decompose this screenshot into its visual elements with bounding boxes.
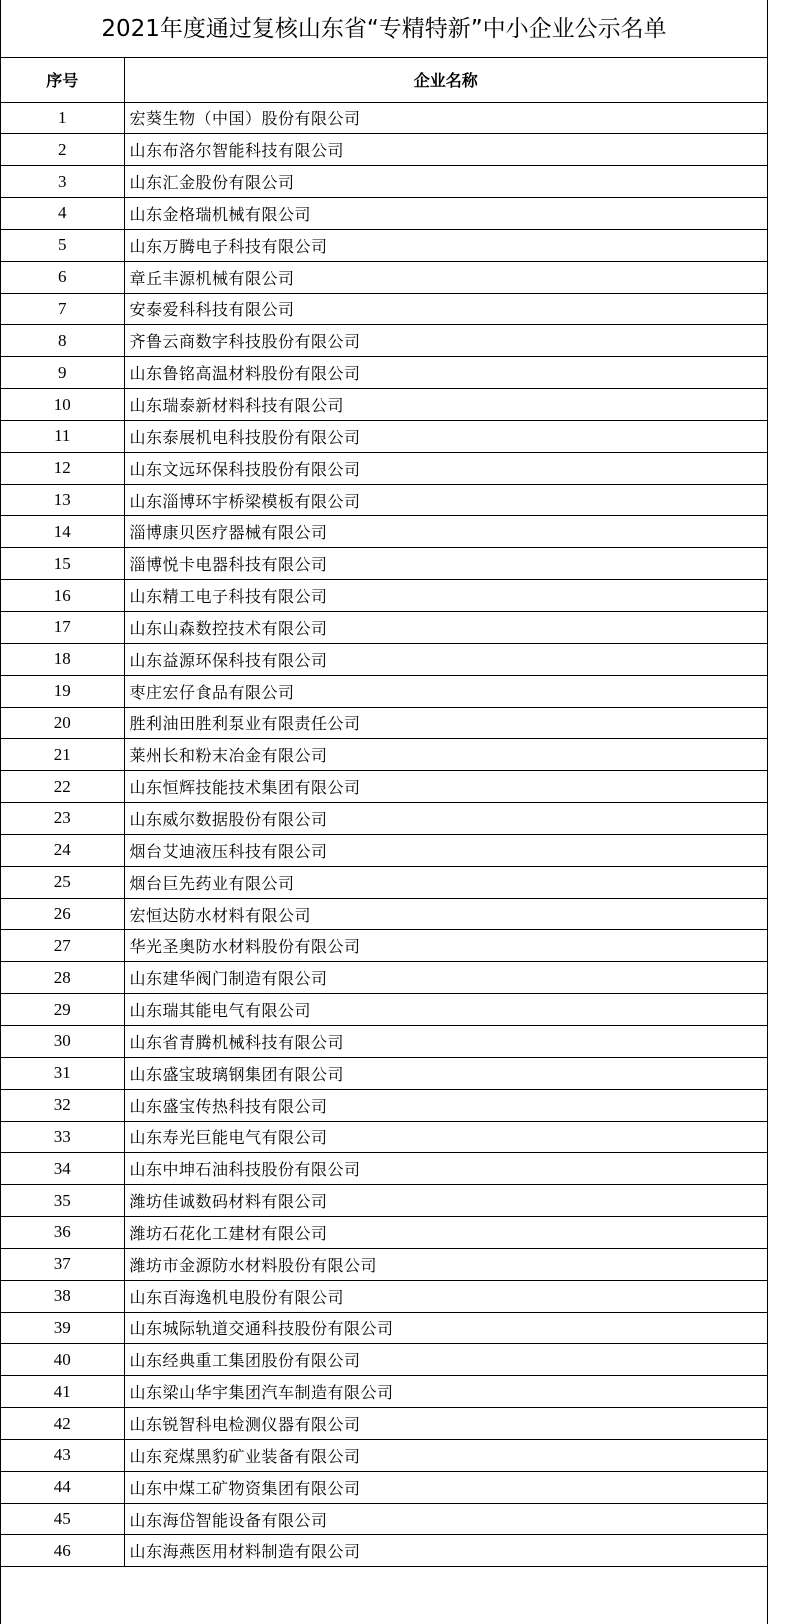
row-index: 28	[1, 962, 124, 994]
company-name: 山东山森数控技术有限公司	[124, 612, 767, 644]
table-row	[1, 1121, 767, 1153]
company-name: 潍坊石花化工建材有限公司	[124, 1217, 767, 1249]
company-name: 山东威尔数据股份有限公司	[124, 803, 767, 835]
company-name: 安泰爱科科技有限公司	[124, 293, 767, 325]
row-index: 44	[1, 1471, 124, 1503]
company-name: 潍坊市金源防水材料股份有限公司	[124, 1248, 767, 1280]
table-row	[1, 357, 767, 389]
row-index: 38	[1, 1280, 124, 1312]
row-index: 42	[1, 1408, 124, 1440]
row-index: 7	[1, 293, 124, 325]
column-header-index: 序号	[1, 58, 124, 102]
company-name: 山东中坤石油科技股份有限公司	[124, 1153, 767, 1185]
table-row	[1, 834, 767, 866]
row-index: 6	[1, 261, 124, 293]
company-name: 山东泰展机电科技股份有限公司	[124, 420, 767, 452]
company-name: 山东鲁铭高温材料股份有限公司	[124, 357, 767, 389]
table-row	[1, 962, 767, 994]
table-row	[1, 739, 767, 771]
row-index: 12	[1, 452, 124, 484]
company-name: 山东瑞泰新材料科技有限公司	[124, 389, 767, 421]
company-name: 山东城际轨道交通科技股份有限公司	[124, 1312, 767, 1344]
row-index: 36	[1, 1217, 124, 1249]
row-index: 30	[1, 1025, 124, 1057]
table-row	[1, 166, 767, 198]
row-index: 24	[1, 834, 124, 866]
table-row	[1, 675, 767, 707]
row-index: 11	[1, 420, 124, 452]
column-header-name: 企业名称	[124, 58, 767, 102]
company-name: 山东万腾电子科技有限公司	[124, 229, 767, 261]
company-name: 山东梁山华宇集团汽车制造有限公司	[124, 1376, 767, 1408]
table-row	[1, 930, 767, 962]
company-name: 山东文远环保科技股份有限公司	[124, 452, 767, 484]
row-index: 45	[1, 1503, 124, 1535]
row-index: 17	[1, 612, 124, 644]
table-row	[1, 1312, 767, 1344]
table-row	[1, 1344, 767, 1376]
company-name: 宏葵生物（中国）股份有限公司	[124, 102, 767, 134]
table-row	[1, 1280, 767, 1312]
table-row	[1, 707, 767, 739]
table-row	[1, 261, 767, 293]
company-name: 潍坊佳诚数码材料有限公司	[124, 1185, 767, 1217]
company-name: 烟台艾迪液压科技有限公司	[124, 834, 767, 866]
row-index: 2	[1, 134, 124, 166]
company-name: 山东海岱智能设备有限公司	[124, 1503, 767, 1535]
table-row	[1, 548, 767, 580]
row-index: 5	[1, 229, 124, 261]
company-name: 齐鲁云商数字科技股份有限公司	[124, 325, 767, 357]
company-name: 山东恒辉技能技术集团有限公司	[124, 771, 767, 803]
company-name: 山东汇金股份有限公司	[124, 166, 767, 198]
table-row	[1, 516, 767, 548]
table-row	[1, 580, 767, 612]
table-row	[1, 293, 767, 325]
table-row	[1, 420, 767, 452]
row-index: 40	[1, 1344, 124, 1376]
table-row	[1, 102, 767, 134]
row-index: 15	[1, 548, 124, 580]
table-header-row	[1, 58, 767, 102]
row-index: 33	[1, 1121, 124, 1153]
company-name: 山东盛宝传热科技有限公司	[124, 1089, 767, 1121]
row-index: 22	[1, 771, 124, 803]
company-name: 山东布洛尔智能科技有限公司	[124, 134, 767, 166]
row-index: 10	[1, 389, 124, 421]
row-index: 1	[1, 102, 124, 134]
table-row	[1, 325, 767, 357]
table-row	[1, 1376, 767, 1408]
row-index: 35	[1, 1185, 124, 1217]
company-name: 宏恒达防水材料有限公司	[124, 898, 767, 930]
company-name: 山东益源环保科技有限公司	[124, 643, 767, 675]
row-index: 32	[1, 1089, 124, 1121]
row-index: 19	[1, 675, 124, 707]
row-index: 26	[1, 898, 124, 930]
table-row	[1, 198, 767, 230]
row-index: 37	[1, 1248, 124, 1280]
table-row	[1, 803, 767, 835]
table-row	[1, 771, 767, 803]
table-row	[1, 1185, 767, 1217]
company-name: 莱州长和粉末冶金有限公司	[124, 739, 767, 771]
table-row	[1, 229, 767, 261]
company-table	[1, 58, 767, 1567]
row-index: 16	[1, 580, 124, 612]
company-name: 山东省青腾机械科技有限公司	[124, 1025, 767, 1057]
table-row	[1, 1471, 767, 1503]
table-row	[1, 452, 767, 484]
row-index: 34	[1, 1153, 124, 1185]
company-name: 山东金格瑞机械有限公司	[124, 198, 767, 230]
table-row	[1, 1217, 767, 1249]
row-index: 29	[1, 994, 124, 1026]
row-index: 13	[1, 484, 124, 516]
table-row	[1, 1153, 767, 1185]
table-row	[1, 1248, 767, 1280]
company-name: 山东锐智科电检测仪器有限公司	[124, 1408, 767, 1440]
company-name: 山东中煤工矿物资集团有限公司	[124, 1471, 767, 1503]
table-row	[1, 866, 767, 898]
company-name: 山东兖煤黑豹矿业装备有限公司	[124, 1439, 767, 1471]
row-index: 27	[1, 930, 124, 962]
row-index: 8	[1, 325, 124, 357]
company-name: 山东瑞其能电气有限公司	[124, 994, 767, 1026]
company-name: 山东海燕医用材料制造有限公司	[124, 1535, 767, 1567]
row-index: 14	[1, 516, 124, 548]
table-row	[1, 1089, 767, 1121]
row-index: 4	[1, 198, 124, 230]
table-row	[1, 1535, 767, 1567]
row-index: 46	[1, 1535, 124, 1567]
company-name: 章丘丰源机械有限公司	[124, 261, 767, 293]
table-row	[1, 134, 767, 166]
company-name: 枣庄宏仔食品有限公司	[124, 675, 767, 707]
company-name: 山东淄博环宇桥梁模板有限公司	[124, 484, 767, 516]
row-index: 31	[1, 1057, 124, 1089]
company-name: 烟台巨先药业有限公司	[124, 866, 767, 898]
table-row	[1, 1408, 767, 1440]
table-row	[1, 898, 767, 930]
document-title: 2021年度通过复核山东省“专精特新”中小企业公示名单	[1, 0, 767, 58]
table-row	[1, 643, 767, 675]
row-index: 39	[1, 1312, 124, 1344]
row-index: 3	[1, 166, 124, 198]
row-index: 43	[1, 1439, 124, 1471]
row-index: 18	[1, 643, 124, 675]
table-body	[1, 102, 767, 1567]
table-row	[1, 1057, 767, 1089]
row-index: 25	[1, 866, 124, 898]
company-name: 山东百海逸机电股份有限公司	[124, 1280, 767, 1312]
table-row	[1, 994, 767, 1026]
row-index: 23	[1, 803, 124, 835]
company-name: 淄博悦卡电器科技有限公司	[124, 548, 767, 580]
company-name: 山东盛宝玻璃钢集团有限公司	[124, 1057, 767, 1089]
table-row	[1, 1503, 767, 1535]
company-name: 山东经典重工集团股份有限公司	[124, 1344, 767, 1376]
company-name: 山东建华阀门制造有限公司	[124, 962, 767, 994]
table-row	[1, 1025, 767, 1057]
company-name: 山东寿光巨能电气有限公司	[124, 1121, 767, 1153]
row-index: 41	[1, 1376, 124, 1408]
table-row	[1, 389, 767, 421]
table-row	[1, 484, 767, 516]
company-name: 淄博康贝医疗器械有限公司	[124, 516, 767, 548]
table-row	[1, 612, 767, 644]
company-name: 山东精工电子科技有限公司	[124, 580, 767, 612]
row-index: 9	[1, 357, 124, 389]
row-index: 20	[1, 707, 124, 739]
row-index: 21	[1, 739, 124, 771]
company-name: 华光圣奥防水材料股份有限公司	[124, 930, 767, 962]
company-name: 胜利油田胜利泵业有限责任公司	[124, 707, 767, 739]
table-row	[1, 1439, 767, 1471]
